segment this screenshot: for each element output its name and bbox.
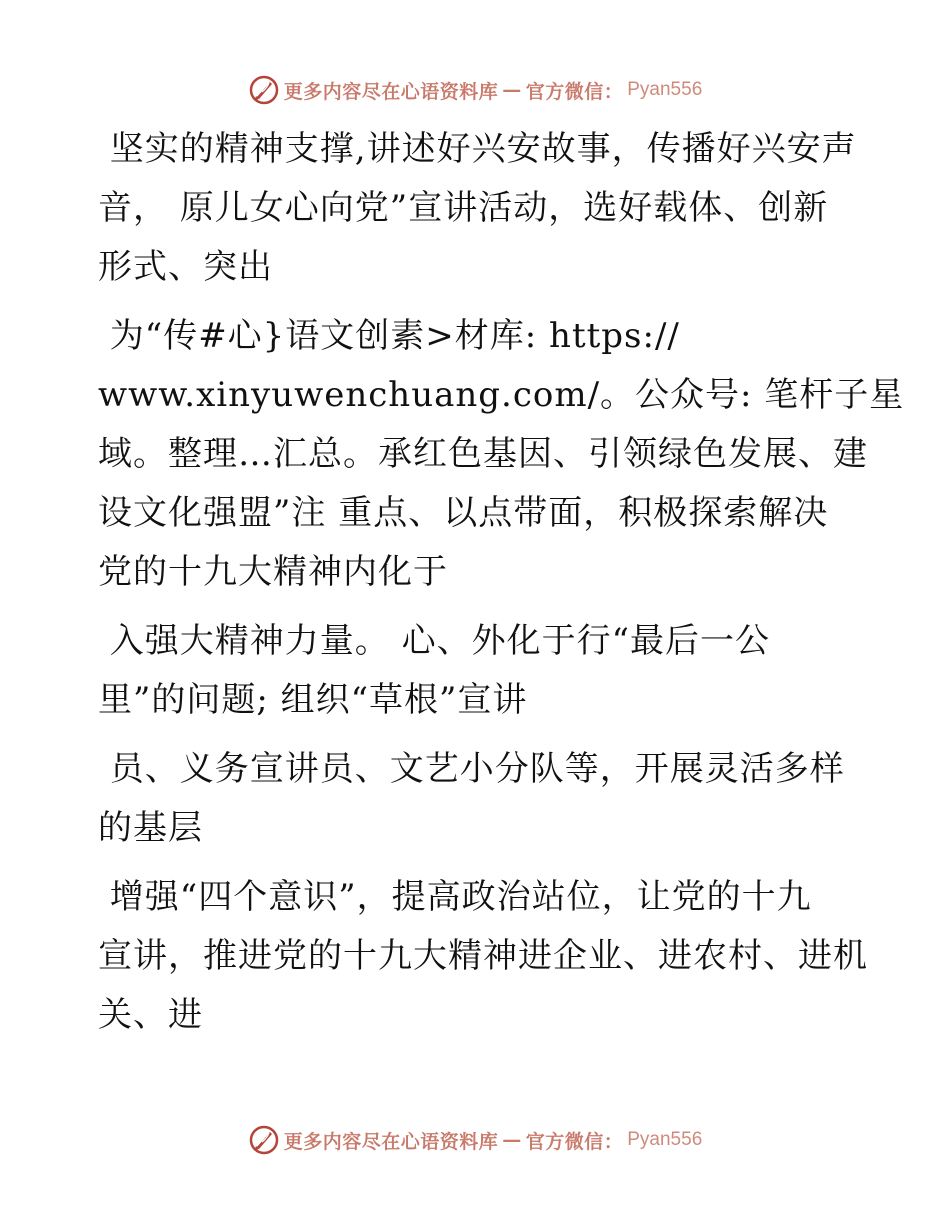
paragraph <box>98 307 905 602</box>
text-line: 员、义务宣讲员、文艺小分队等，开展灵活多样 <box>98 749 845 789</box>
document-body <box>98 120 905 1045</box>
text-line: 里”的问题; 组织“草根”宣讲 <box>98 680 528 720</box>
text-line: 音， 原儿女心向党”宣讲活动，选好载体、创新 <box>98 188 829 228</box>
banner-wechat-label: 官方微信： <box>525 80 624 103</box>
paragraph <box>98 868 868 1045</box>
banner-dash: — <box>502 79 522 101</box>
text-line: 党的十九大精神内化于 <box>98 552 448 592</box>
banner-site-text: 更多内容尽在心语资料库 <box>283 80 499 103</box>
text-line: www.xinyuwenchuang.com/。公众号: 笔杆子星 <box>98 375 905 415</box>
footer-watermark-banner <box>0 1120 950 1160</box>
text-line: 入强大精神力量。 心、外化于行“最后一公 <box>98 621 770 661</box>
banner-wechat-label: 官方微信： <box>525 1130 624 1153</box>
banner-wechat-id: Pyan556 <box>627 79 703 100</box>
header-watermark-banner <box>0 70 950 110</box>
text-line: 域。整理…汇总。承红色基因、引领绿色发展、建 <box>98 434 868 474</box>
banner-dash: — <box>502 1129 522 1151</box>
text-line: 坚实的精神支撑,讲述好兴安故事，传播好兴安声 <box>98 129 857 169</box>
text-line: 的基层 <box>98 808 203 848</box>
quill-logo-icon <box>248 74 280 106</box>
text-line: 关、进 <box>98 995 203 1035</box>
text-line: 设文化强盟”注 重点、以点带面，积极探索解决 <box>98 493 829 533</box>
text-line: 为“传#心}语文创素>材库: https:// <box>98 316 680 356</box>
text-line: 增强“四个意识”，提高政治站位，让党的十九 <box>98 877 812 917</box>
paragraph <box>98 612 868 730</box>
text-line: 宣讲，推进党的十九大精神进企业、进农村、进机 <box>98 936 868 976</box>
paragraph <box>98 120 868 297</box>
banner-site-text: 更多内容尽在心语资料库 <box>283 1130 499 1153</box>
text-line: 形式、突出 <box>98 247 273 287</box>
quill-logo-icon <box>248 1124 280 1156</box>
banner-wechat-id: Pyan556 <box>627 1129 703 1150</box>
paragraph <box>98 740 868 858</box>
